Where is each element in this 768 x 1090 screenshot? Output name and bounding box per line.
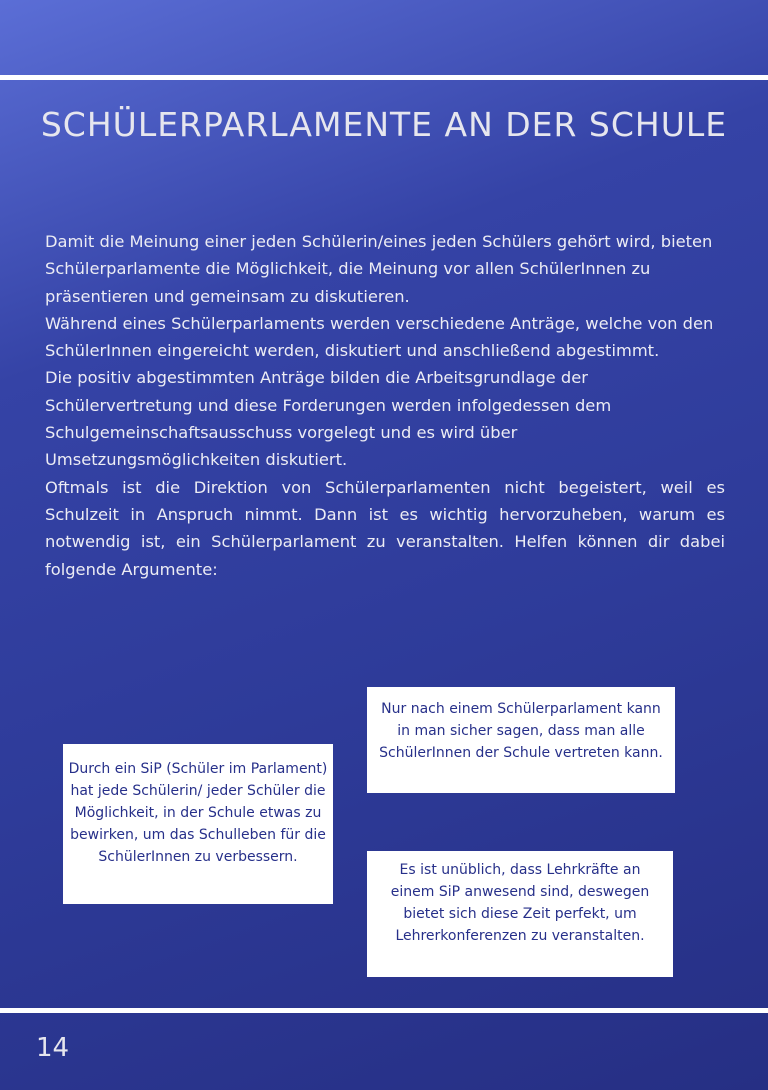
page-number: 14 [36, 1033, 70, 1063]
paragraph-4: Oftmals ist die Direktion von Schülerparlamenten nicht begeistert, weil es Schulzeit in Anspruch nimmt. Dann ist es wichtig hervorzuheben, warum es notwendig ist, ein Schülerparlament zu veranstalten. Helfen können dir dabei folgende Argumente: [45, 477, 725, 579]
argument-text-right-bottom: Es ist unüblich, dass Lehrkräfte an einem SiP anwesend sind, deswegen bietet sich diese Zeit perfekt, um Lehrerkonferenzen zu veranstalten. [390, 862, 650, 944]
top-divider [0, 75, 768, 80]
argument-box-right-top [367, 687, 675, 793]
paragraph-3: Die positiv abgestimmten Anträge bilden die Arbeitsgrundlage der Schülervertretung und diese Forderungen werden infolgedessen dem Schulgemeinschaftsausschuss vorgelegt und es wird über Umsetzungsmöglichkeiten diskutiert. [45, 368, 612, 470]
argument-text-left: Durch ein SiP (Schüler im Parlament) hat jede Schülerin/ jeder Schüler die Möglichkeit, in der Schule etwas zu bewirken, um das Schulleben für die SchülerInnen zu verbessern. [68, 761, 328, 865]
bottom-divider [0, 1008, 768, 1013]
paragraph-1: Damit die Meinung einer jeden Schülerin/eines jeden Schülers gehört wird, bieten Schülerparlamente die Möglichkeit, die Meinung vor allen SchülerInnen zu präsentieren und gemeinsam zu diskutieren. [45, 232, 713, 306]
argument-box-right-bottom [367, 851, 673, 977]
paragraph-2: Während eines Schülerparlaments werden verschiedene Anträge, welche von den SchülerInnen eingereicht werden, diskutiert und anschließend abgestimmt. [45, 313, 714, 361]
body-text [45, 228, 725, 583]
page-title: SCHÜLERPARLAMENTE AN DER SCHULE [40, 105, 728, 144]
argument-box-left [63, 744, 333, 904]
argument-text-right-top: Nur nach einem Schülerparlament kann in man sicher sagen, dass man alle SchülerInnen der Schule vertreten kann. [379, 701, 663, 761]
